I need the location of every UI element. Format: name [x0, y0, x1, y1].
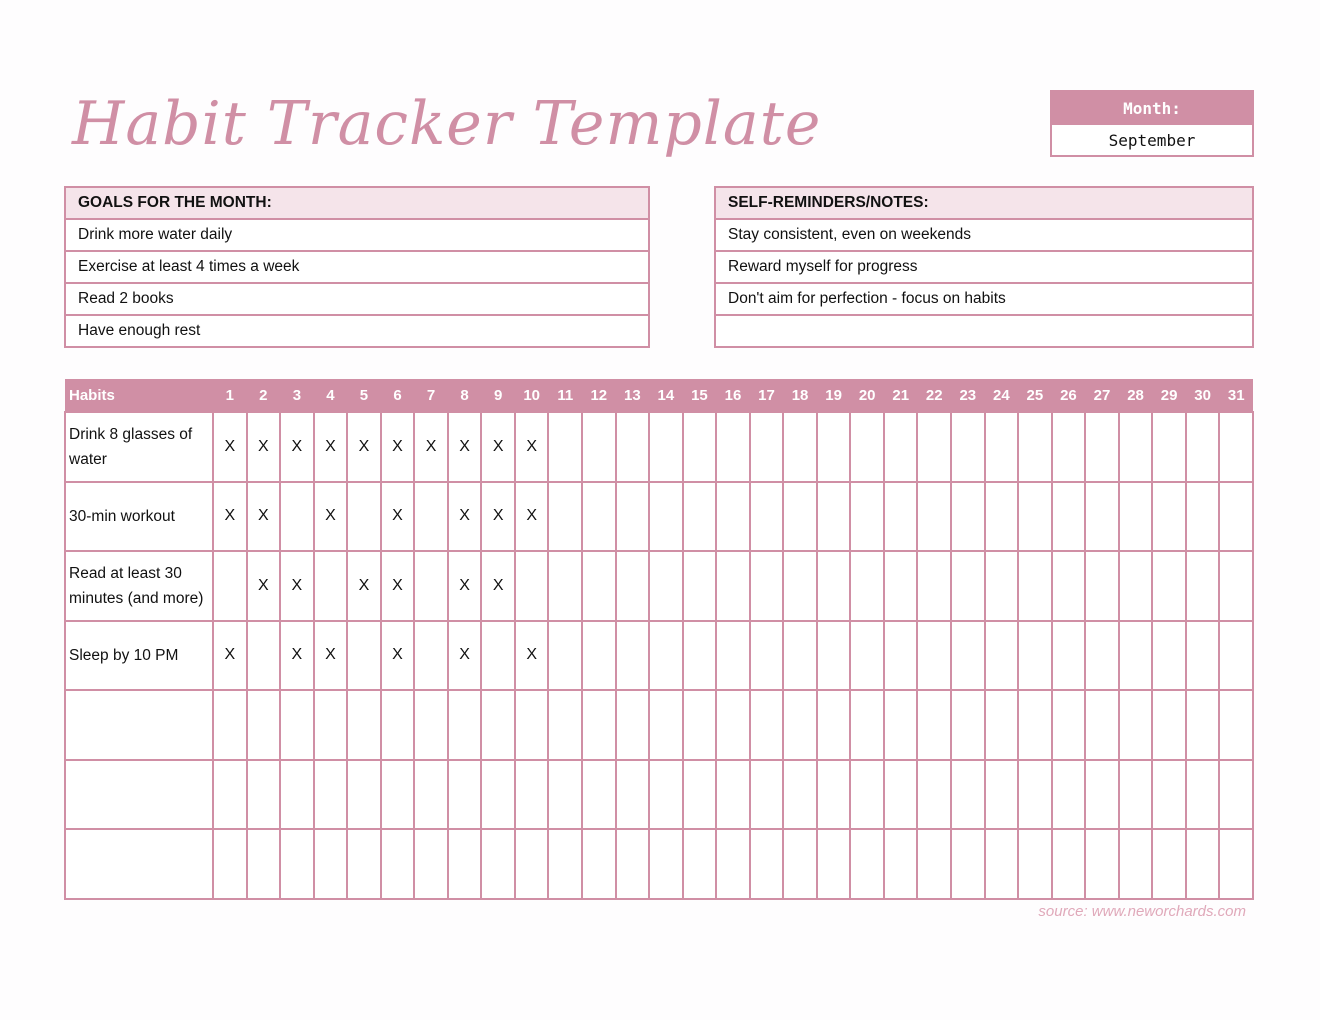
day-check-cell[interactable]: X [381, 621, 415, 691]
day-column-header: 26 [1052, 379, 1086, 412]
day-check-cell[interactable] [247, 621, 281, 691]
day-check-cell[interactable]: X [213, 621, 247, 691]
day-check-cell[interactable] [985, 482, 1019, 552]
day-check-cell[interactable]: X [481, 412, 515, 482]
day-check-cell[interactable] [850, 551, 884, 621]
day-column-header: 15 [683, 379, 717, 412]
habit-name-cell[interactable] [65, 829, 213, 899]
day-check-cell[interactable] [1152, 829, 1186, 899]
day-check-cell[interactable] [414, 621, 448, 691]
day-check-cell[interactable] [1119, 551, 1153, 621]
page-title: Habit Tracker Template [72, 89, 822, 159]
day-check-cell[interactable] [1018, 760, 1052, 830]
day-check-cell[interactable] [884, 551, 918, 621]
day-column-header: 1 [213, 379, 247, 412]
day-check-cell[interactable] [1052, 551, 1086, 621]
day-check-cell[interactable] [750, 621, 784, 691]
habit-row [65, 482, 1253, 552]
day-column-header: 10 [515, 379, 549, 412]
day-column-header: 21 [884, 379, 918, 412]
day-check-cell[interactable] [917, 690, 951, 760]
day-check-cell[interactable] [280, 690, 314, 760]
day-check-cell[interactable] [750, 551, 784, 621]
goal-item[interactable]: Have enough rest [78, 322, 201, 339]
day-check-cell[interactable] [850, 690, 884, 760]
day-check-cell[interactable] [481, 760, 515, 830]
day-check-cell[interactable] [683, 551, 717, 621]
day-check-cell[interactable] [1186, 690, 1220, 760]
day-check-cell[interactable] [548, 412, 582, 482]
day-check-cell[interactable]: X [280, 621, 314, 691]
reminders-box [714, 186, 1254, 348]
day-check-cell[interactable]: X [280, 551, 314, 621]
day-check-cell[interactable]: X [280, 412, 314, 482]
day-check-cell[interactable] [750, 482, 784, 552]
day-check-cell[interactable]: X [247, 412, 281, 482]
day-check-cell[interactable] [548, 829, 582, 899]
day-check-cell[interactable] [347, 690, 381, 760]
day-check-cell[interactable] [985, 412, 1019, 482]
day-column-header: 16 [716, 379, 750, 412]
day-check-cell[interactable]: X [481, 551, 515, 621]
day-check-cell[interactable]: X [314, 412, 348, 482]
day-check-cell[interactable] [783, 760, 817, 830]
habit-row [65, 551, 1253, 621]
day-check-cell[interactable] [917, 829, 951, 899]
day-check-cell[interactable] [1052, 412, 1086, 482]
day-check-cell[interactable] [347, 829, 381, 899]
day-check-cell[interactable] [1018, 829, 1052, 899]
day-check-cell[interactable]: X [347, 551, 381, 621]
day-check-cell[interactable] [548, 482, 582, 552]
day-check-cell[interactable] [515, 690, 549, 760]
day-check-cell[interactable] [850, 829, 884, 899]
day-check-cell[interactable] [1152, 482, 1186, 552]
day-check-cell[interactable] [582, 551, 616, 621]
day-column-header: 27 [1085, 379, 1119, 412]
day-check-cell[interactable] [616, 621, 650, 691]
tracker-body [65, 412, 1253, 899]
day-check-cell[interactable] [716, 829, 750, 899]
day-check-cell[interactable] [1085, 412, 1119, 482]
day-check-cell[interactable] [817, 829, 851, 899]
day-check-cell[interactable] [347, 760, 381, 830]
habit-tracker-table [64, 379, 1254, 900]
day-check-cell[interactable] [448, 829, 482, 899]
day-check-cell[interactable]: X [448, 412, 482, 482]
day-check-cell[interactable] [1119, 412, 1153, 482]
day-check-cell[interactable] [616, 412, 650, 482]
day-check-cell[interactable] [582, 690, 616, 760]
day-check-cell[interactable] [683, 690, 717, 760]
day-check-cell[interactable] [716, 621, 750, 691]
day-check-cell[interactable] [213, 829, 247, 899]
day-check-cell[interactable]: X [515, 621, 549, 691]
day-check-cell[interactable] [347, 621, 381, 691]
day-check-cell[interactable] [1219, 482, 1253, 552]
day-check-cell[interactable] [548, 551, 582, 621]
day-check-cell[interactable]: X [448, 551, 482, 621]
day-check-cell[interactable] [649, 829, 683, 899]
day-check-cell[interactable] [1152, 621, 1186, 691]
day-check-cell[interactable] [985, 760, 1019, 830]
day-check-cell[interactable] [1152, 690, 1186, 760]
day-check-cell[interactable] [1119, 829, 1153, 899]
habit-name-cell[interactable]: Read at least 30 minutes (and more) [65, 551, 213, 621]
day-check-cell[interactable]: X [213, 482, 247, 552]
day-check-cell[interactable] [582, 412, 616, 482]
day-check-cell[interactable] [1119, 482, 1153, 552]
day-check-cell[interactable] [1052, 621, 1086, 691]
day-check-cell[interactable]: X [448, 482, 482, 552]
day-check-cell[interactable] [783, 551, 817, 621]
day-check-cell[interactable] [616, 482, 650, 552]
day-column-header: 12 [582, 379, 616, 412]
day-check-cell[interactable] [1052, 760, 1086, 830]
reminder-item[interactable]: Reward myself for progress [716, 252, 1252, 284]
day-check-cell[interactable] [247, 690, 281, 760]
day-check-cell[interactable] [1018, 482, 1052, 552]
day-check-cell[interactable] [649, 482, 683, 552]
day-check-cell[interactable]: X [381, 482, 415, 552]
day-column-header: 11 [548, 379, 582, 412]
day-check-cell[interactable] [683, 760, 717, 830]
day-check-cell[interactable] [850, 760, 884, 830]
day-check-cell[interactable] [1052, 829, 1086, 899]
day-column-header: 24 [985, 379, 1019, 412]
day-check-cell[interactable] [683, 621, 717, 691]
day-column-header: 5 [347, 379, 381, 412]
day-check-cell[interactable] [649, 621, 683, 691]
day-check-cell[interactable] [917, 551, 951, 621]
day-check-cell[interactable] [548, 760, 582, 830]
day-check-cell[interactable] [280, 760, 314, 830]
day-check-cell[interactable] [917, 621, 951, 691]
day-check-cell[interactable] [247, 760, 281, 830]
day-column-header: 4 [314, 379, 348, 412]
day-check-cell[interactable] [850, 621, 884, 691]
day-check-cell[interactable] [1186, 482, 1220, 552]
day-check-cell[interactable] [448, 690, 482, 760]
day-check-cell[interactable] [750, 829, 784, 899]
day-column-header: 20 [850, 379, 884, 412]
day-check-cell[interactable] [716, 482, 750, 552]
day-column-header: 7 [414, 379, 448, 412]
day-check-cell[interactable]: X [213, 412, 247, 482]
goals-heading: GOALS FOR THE MONTH: [66, 188, 648, 220]
day-check-cell[interactable] [582, 621, 616, 691]
source-credit: source: www.neworchards.com [1038, 903, 1246, 920]
day-column-header: 8 [448, 379, 482, 412]
day-check-cell[interactable] [1152, 551, 1186, 621]
day-check-cell[interactable] [1186, 760, 1220, 830]
day-check-cell[interactable] [750, 412, 784, 482]
day-check-cell[interactable] [951, 760, 985, 830]
day-check-cell[interactable] [817, 621, 851, 691]
day-check-cell[interactable] [850, 412, 884, 482]
day-check-cell[interactable] [917, 482, 951, 552]
day-check-cell[interactable] [616, 551, 650, 621]
day-check-cell[interactable] [515, 551, 549, 621]
day-check-cell[interactable] [884, 482, 918, 552]
habit-row [65, 690, 1253, 760]
day-check-cell[interactable] [683, 829, 717, 899]
day-check-cell[interactable] [750, 760, 784, 830]
day-check-cell[interactable] [649, 551, 683, 621]
day-column-header: 9 [481, 379, 515, 412]
day-check-cell[interactable] [683, 482, 717, 552]
day-check-cell[interactable] [1018, 551, 1052, 621]
day-check-cell[interactable] [783, 482, 817, 552]
habit-row [65, 760, 1253, 830]
day-check-cell[interactable] [1085, 551, 1119, 621]
day-check-cell[interactable] [616, 760, 650, 830]
day-check-cell[interactable] [917, 412, 951, 482]
day-check-cell[interactable] [1018, 412, 1052, 482]
day-check-cell[interactable]: X [314, 482, 348, 552]
goal-item[interactable]: Read 2 books [66, 284, 648, 316]
day-check-cell[interactable] [582, 829, 616, 899]
day-check-cell[interactable]: X [381, 551, 415, 621]
day-check-cell[interactable] [280, 829, 314, 899]
day-check-cell[interactable] [381, 690, 415, 760]
day-check-cell[interactable] [414, 829, 448, 899]
month-value[interactable]: September [1108, 130, 1196, 150]
month-box [1050, 90, 1254, 157]
day-column-header: 28 [1119, 379, 1153, 412]
day-check-cell[interactable] [616, 690, 650, 760]
day-check-cell[interactable] [515, 760, 549, 830]
day-column-header: 6 [381, 379, 415, 412]
day-check-cell[interactable] [951, 621, 985, 691]
habit-row [65, 412, 1253, 482]
day-check-cell[interactable] [1186, 412, 1220, 482]
day-check-cell[interactable] [247, 829, 281, 899]
month-label: Month: [1052, 92, 1252, 125]
day-check-cell[interactable]: X [414, 412, 448, 482]
day-check-cell[interactable] [850, 482, 884, 552]
day-check-cell[interactable]: X [347, 412, 381, 482]
day-check-cell[interactable] [515, 829, 549, 899]
day-check-cell[interactable] [817, 482, 851, 552]
day-check-cell[interactable]: X [247, 482, 281, 552]
day-check-cell[interactable] [683, 412, 717, 482]
day-column-header: 3 [280, 379, 314, 412]
day-check-cell[interactable] [985, 690, 1019, 760]
day-check-cell[interactable] [548, 621, 582, 691]
day-check-cell[interactable] [481, 690, 515, 760]
day-check-cell[interactable] [783, 829, 817, 899]
day-check-cell[interactable] [884, 621, 918, 691]
day-check-cell[interactable] [716, 412, 750, 482]
habit-name-cell[interactable]: 30-min workout [65, 482, 213, 552]
day-check-cell[interactable] [314, 760, 348, 830]
day-check-cell[interactable] [1219, 690, 1253, 760]
day-check-cell[interactable] [649, 760, 683, 830]
day-check-cell[interactable] [649, 690, 683, 760]
day-check-cell[interactable] [884, 690, 918, 760]
habit-row [65, 621, 1253, 691]
day-column-header: 17 [750, 379, 784, 412]
day-check-cell[interactable] [414, 551, 448, 621]
day-check-cell[interactable] [716, 690, 750, 760]
day-check-cell[interactable] [1119, 760, 1153, 830]
day-check-cell[interactable] [1186, 621, 1220, 691]
day-check-cell[interactable] [1219, 412, 1253, 482]
day-column-header: 13 [616, 379, 650, 412]
day-check-cell[interactable] [783, 621, 817, 691]
goal-item[interactable]: Exercise at least 4 times a week [66, 252, 648, 284]
habits-column-header: Habits [65, 379, 213, 412]
day-check-cell[interactable] [884, 412, 918, 482]
day-check-cell[interactable] [347, 482, 381, 552]
reminder-item[interactable]: Stay consistent, even on weekends [716, 220, 1252, 252]
habit-name-cell[interactable]: Sleep by 10 PM [65, 621, 213, 691]
day-check-cell[interactable] [582, 482, 616, 552]
day-check-cell[interactable] [1119, 621, 1153, 691]
day-check-cell[interactable] [1219, 621, 1253, 691]
day-check-cell[interactable] [1219, 551, 1253, 621]
day-check-cell[interactable]: X [515, 412, 549, 482]
day-check-cell[interactable] [884, 760, 918, 830]
day-check-cell[interactable] [381, 760, 415, 830]
goals-box [64, 186, 650, 348]
day-check-cell[interactable] [314, 551, 348, 621]
habit-name-cell[interactable]: Drink 8 glasses of water [65, 412, 213, 482]
day-check-cell[interactable] [951, 482, 985, 552]
day-check-cell[interactable] [716, 760, 750, 830]
day-check-cell[interactable] [481, 829, 515, 899]
day-check-cell[interactable] [985, 621, 1019, 691]
day-column-header: 14 [649, 379, 683, 412]
reminder-item[interactable]: Don't aim for perfection - focus on habits [716, 284, 1252, 316]
day-column-header: 23 [951, 379, 985, 412]
day-check-cell[interactable] [783, 412, 817, 482]
reminder-item[interactable] [716, 316, 1252, 346]
day-check-cell[interactable] [884, 829, 918, 899]
day-check-cell[interactable] [314, 829, 348, 899]
day-check-cell[interactable] [817, 760, 851, 830]
day-check-cell[interactable] [548, 690, 582, 760]
day-check-cell[interactable]: X [381, 412, 415, 482]
day-check-cell[interactable] [951, 829, 985, 899]
day-check-cell[interactable] [817, 412, 851, 482]
day-check-cell[interactable] [1186, 829, 1220, 899]
day-check-cell[interactable] [817, 551, 851, 621]
day-check-cell[interactable] [616, 829, 650, 899]
day-check-cell[interactable] [414, 760, 448, 830]
day-check-cell[interactable]: X [314, 621, 348, 691]
day-check-cell[interactable] [1018, 690, 1052, 760]
day-check-cell[interactable] [1085, 760, 1119, 830]
day-check-cell[interactable] [951, 551, 985, 621]
day-check-cell[interactable] [917, 760, 951, 830]
day-check-cell[interactable] [951, 690, 985, 760]
day-check-cell[interactable] [951, 412, 985, 482]
day-check-cell[interactable] [985, 551, 1019, 621]
day-column-header: 19 [817, 379, 851, 412]
day-check-cell[interactable] [783, 690, 817, 760]
day-check-cell[interactable] [1186, 551, 1220, 621]
goal-item[interactable]: Drink more water daily [66, 220, 648, 252]
day-check-cell[interactable] [582, 760, 616, 830]
day-column-header: 25 [1018, 379, 1052, 412]
day-check-cell[interactable] [649, 412, 683, 482]
day-column-header: 22 [917, 379, 951, 412]
day-check-cell[interactable] [985, 829, 1019, 899]
habit-name-cell[interactable] [65, 760, 213, 830]
day-check-cell[interactable] [1018, 621, 1052, 691]
day-check-cell[interactable] [414, 690, 448, 760]
day-check-cell[interactable] [280, 482, 314, 552]
day-column-header: 2 [247, 379, 281, 412]
day-check-cell[interactable] [1052, 690, 1086, 760]
day-check-cell[interactable] [1085, 690, 1119, 760]
day-check-cell[interactable] [314, 690, 348, 760]
day-check-cell[interactable] [1052, 482, 1086, 552]
day-column-header: 30 [1186, 379, 1220, 412]
day-check-cell[interactable] [1085, 621, 1119, 691]
day-check-cell[interactable] [481, 621, 515, 691]
day-column-header: 18 [783, 379, 817, 412]
day-check-cell[interactable]: X [481, 482, 515, 552]
day-check-cell[interactable] [1152, 412, 1186, 482]
day-check-cell[interactable] [1119, 690, 1153, 760]
day-check-cell[interactable] [1219, 829, 1253, 899]
day-check-cell[interactable] [1152, 760, 1186, 830]
habit-name-cell[interactable] [65, 690, 213, 760]
day-check-cell[interactable] [716, 551, 750, 621]
day-check-cell[interactable] [1219, 760, 1253, 830]
day-check-cell[interactable] [448, 760, 482, 830]
day-check-cell[interactable]: X [247, 551, 281, 621]
reminders-heading: SELF-REMINDERS/NOTES: [716, 188, 1252, 220]
day-check-cell[interactable]: X [515, 482, 549, 552]
day-check-cell[interactable] [213, 690, 247, 760]
habit-row [65, 829, 1253, 899]
day-check-cell[interactable] [750, 690, 784, 760]
day-check-cell[interactable] [414, 482, 448, 552]
day-check-cell[interactable]: X [448, 621, 482, 691]
day-column-header: 31 [1219, 379, 1253, 412]
day-check-cell[interactable] [213, 760, 247, 830]
day-column-header: 29 [1152, 379, 1186, 412]
day-check-cell[interactable] [1085, 829, 1119, 899]
day-check-cell[interactable] [213, 551, 247, 621]
day-check-cell[interactable] [381, 829, 415, 899]
day-check-cell[interactable] [817, 690, 851, 760]
day-check-cell[interactable] [1085, 482, 1119, 552]
tracker-header-row [65, 379, 1253, 412]
